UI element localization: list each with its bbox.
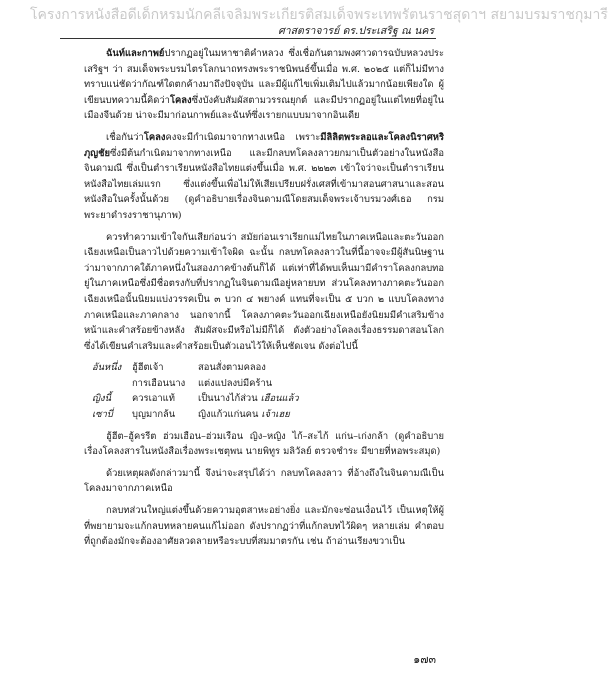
paragraph-2-text-a: เชื่อกันว่า	[106, 131, 144, 143]
running-header-author: ศาสตราจารย์ ดร.ประเสริฐ ณ นคร	[278, 25, 434, 37]
page-body	[84, 46, 444, 556]
term-chan-kap: ฉันท์และกาพย์	[106, 48, 165, 59]
paragraph-2-text-c: ซึ่งมีต้นกำเนิดมาจากทางเหนือ และมีกลบทโคลงลาวยกมาเป็นตัวอย่างในหนังสือจินดามณี ซึ่งเป็นตำราเรียนหนังสือไทยแต่งขึ้นเมื่อ พ.ศ. ๒๒๒๓ เข้าใจว่าจะเป็นตำราเรียนหนังสือไทยเล่มแรก ซึ่งแต่งขึ้นเพื่อไม่ให้เสียเปรียบฝรั่งเศสที่เข้ามาสอนศาสนาและสอนหนังสือในครั้งนั้นด้วย (ดูคำอธิบายเรื่องจินดามณีโดยสมเด็จพระเจ้าบรมวงศ์เธอ กรมพระยาดำรงราชานุภาพ)	[84, 147, 444, 221]
verse-block	[92, 360, 444, 422]
term-lilit-phra-lo: มีลิลิตพระลอและโคลงนิราศหริภุญชัย	[84, 131, 444, 159]
page-header	[0, 0, 608, 37]
term-khlong-2: โคลง	[143, 131, 166, 143]
paragraph-2	[84, 130, 444, 224]
paragraph-5: ด้วยเหตุผลดังกล่าวมานี้ จึงน่าจะสรุปได้ว่า กลบทโคลงลาว ที่อ้างถึงในจินดามณีเป็นโคลงมาจากภาคเหนือ	[84, 467, 444, 495]
verse-line	[92, 407, 444, 423]
verse-suffix-italic: เฮือนแล้ว	[260, 393, 299, 405]
verse-second-half: สอนสั่งตามคลอง	[198, 362, 266, 374]
paragraph-1-text-b: ซึ่งบังคับสัมผัสตามวรรณยุกต์ และมีปรากฏอยู่ในแต่ไทยที่อยู่ในเมืองจีนด้วย น่าจะมีมาก่อนกาพย์และฉันท์ซึ่งเรายกแบบมาจากอินเดีย	[84, 94, 444, 122]
verse-second-half	[198, 391, 444, 407]
verse-first-half: บุญมากล้น	[132, 409, 176, 421]
paragraph-2-text-b: คงจะมีกำเนิดมาจากทางเหนือ เพราะ	[165, 131, 321, 143]
page-number: ๑๗๓	[413, 653, 436, 666]
verse-line	[92, 391, 444, 407]
term-khlong: โคลง	[169, 94, 192, 106]
verse-text: ญิงแก้วแก่นคน	[198, 409, 259, 421]
verse-first-half: ควรเอาแท้	[132, 393, 175, 405]
verse-prefix	[92, 376, 132, 392]
verse-prefix: เซาบี่	[92, 409, 113, 421]
verse-second-half: แต่งแปลงบ่มีคร้าน	[198, 377, 273, 389]
verse-first-half: ฮู้ฮีตเจ้า	[132, 362, 164, 374]
verse-text: เป็นนางไก้ส่วน	[198, 393, 258, 405]
verse-first-half: การเฮือนนาง	[132, 377, 186, 389]
verse-second-half	[198, 407, 444, 423]
verse-suffix-italic: เจ้าเฮย	[261, 409, 290, 421]
verse-line	[92, 360, 444, 376]
verse-prefix: อันหนึ่ง	[92, 362, 122, 374]
header-watermark: โครงการหนังสือดีเด็กหรมนักคลีเจลิมพระเกียรติสมเด็จพระเทพรัตนราชสุดาฯ สยามบรมราชกุมารี	[30, 7, 608, 23]
paragraph-4: ฮู้ฮีต–ฮู้ครรีต ฮ่วมเฮือน–ฮ่วมเรือน ญิง–หญิง ไก้–สะไก้ แก่น–เก่งกล้า (ดูคำอธิบายเรื่องโคลงสารในหนังสือเรื่องพระเชตุพน นายพิทูร มลิวัลย์ ตรวจชำระ มีขายที่หอพระสมุด)	[84, 430, 444, 458]
paragraph-1	[84, 46, 444, 124]
header-rule	[60, 38, 436, 39]
paragraph-3: ควรทำความเข้าใจกันเสียก่อนว่า สมัยก่อนเราเรียกแม่ไทยในภาคเหนือและตะวันออกเฉียงเหนือเป็นลาวไปด้วยความเข้าใจผิด ฉะนั้น กลบทโคลงลาวในที่นี้อาจจะมีผู้สันนิษฐานว่ามาจากภาคใต้ภาคหนึ่งในสองภาคข้างต้นก็ได้ แต่เท่าที่ได้พบเห็นมามีคำราโคลงกลบทอยู่ในภาคเหนือซึ่งมีชื่อตรงกับที่ปรากฏในจินดามณีอยู่หลายบท ส่วนโคลงทางภาคตะวันออกเฉียงเหนือนั้นนิยมแบ่งวรรคเป็น ๓ บวก ๔ พยางค์ แทนที่จะเป็น ๕ บวก ๒ แบบโคลงทางภาคเหนือและภาคกลาง นอกจากนี้ โคลงภาคตะวันออกเฉียงเหนือยังนิยมมีคำเสริมข้างหน้าและคำสร้อยข้างหลัง สัมผัสจะมีหรือไม่มีก็ได้ ดังตัวอย่างโคลงเรื่องธรรมดาสอนโลก ซึ่งได้เขียนคำเสริมและคำสร้อยเป็นตัวเอนไว้ให้เห็นชัดเจน ดังต่อไปนี้	[84, 231, 444, 352]
verse-prefix: ญิงนี้	[92, 393, 111, 405]
verse-line	[92, 376, 444, 392]
paragraph-1-text-a: ปรากฏอยู่ในมหาชาติคำหลวง ซึ่งเชื่อกันตามพงศาวดารฉบับหลวงประเสริฐฯ ว่า สมเด็จพระบรมไตรโลกนาถทรงพระราชนิพนธ์ขึ้นเมื่อ พ.ศ. ๒๐๒๕ แต่ก็ไม่มีทางทราบแน่ชัดว่ากัณฑ์ใดตกค้างมาถึงปัจจุบัน และมีผู้แก้ไขเพิ่มเติมไปแล้วมากน้อยเพียงใด ผู้เขียนบทความนี้คิดว่า	[84, 48, 444, 106]
paragraph-6: กลบทส่วนใหญ่แต่งขึ้นด้วยความอุตสาหะอย่างยิ่ง และมักจะซ่อนเงื่อนไว้ เป็นเหตุให้ผู้ที่พยายามจะแก้กลบทหลายคนแก้ไม่ออก ดังปรากฏว่าที่แก้กลบทไว้ผิดๆ หลายเล่ม คำตอบที่ถูกต้องมักจะต้องอาศัยลวดลายหรือระบบที่สมมาตรกัน เช่น ถ้าอ่านเรียงขวาเป็น	[84, 505, 444, 548]
